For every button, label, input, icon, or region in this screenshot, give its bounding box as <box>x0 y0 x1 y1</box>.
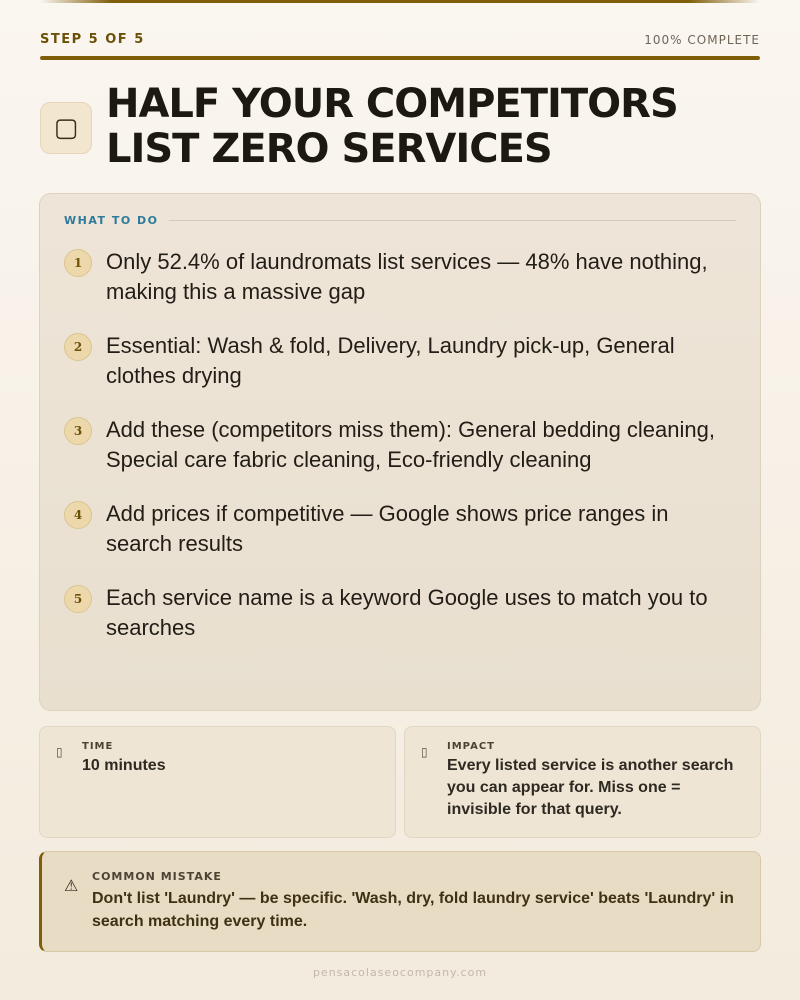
what-to-do-card <box>39 193 761 711</box>
step-text: Add these (competitors miss them): General bedding cleaning, Special care fabric cleaning, Eco-friendly cleaning <box>106 417 715 472</box>
steps-list <box>64 247 736 643</box>
step-label: STEP 5 OF 5 <box>40 32 145 47</box>
step-number-badge: 3 <box>64 417 92 445</box>
step-text: Only 52.4% of laundromats list services — 48% have nothing, making this a massive gap <box>106 249 708 304</box>
tag-icon: ▢ <box>40 102 92 154</box>
mistake-label: COMMON MISTAKE <box>92 870 222 883</box>
step-text: Add prices if competitive — Google shows price ranges in search results <box>106 501 669 556</box>
impact-card-body <box>447 741 744 821</box>
clock-icon: ▯ <box>56 745 63 759</box>
step-number-badge: 1 <box>64 249 92 277</box>
page-title: HALF YOUR COMPETITORS LIST ZERO SERVICES <box>106 81 678 172</box>
list-item <box>64 499 736 559</box>
progress-bar <box>40 56 760 60</box>
step-number-badge: 4 <box>64 501 92 529</box>
progress-bar-fill <box>40 56 760 60</box>
chart-icon: ▯ <box>421 745 428 759</box>
footer-domain: pensacolaseocompany.com <box>312 966 488 979</box>
step-text: Each service name is a keyword Google uses to match you to searches <box>106 585 708 640</box>
page-header <box>40 82 760 172</box>
step-text: Essential: Wash & fold, Delivery, Laundry pick-up, General clothes drying <box>106 333 675 388</box>
impact-card <box>404 726 761 838</box>
progress-header <box>40 32 760 47</box>
impact-label: IMPACT <box>447 741 495 752</box>
mistake-body <box>92 870 740 933</box>
time-value: 10 minutes <box>82 757 166 774</box>
top-accent-line <box>40 0 760 3</box>
common-mistake-callout <box>39 851 761 952</box>
list-item <box>64 583 736 643</box>
time-label: TIME <box>82 741 114 752</box>
section-divider <box>169 220 737 221</box>
list-item <box>64 247 736 307</box>
impact-value: Every listed service is another search you can appear for. Miss one = invisible for that query. <box>447 757 734 818</box>
section-header <box>64 214 736 227</box>
step-number-badge: 2 <box>64 333 92 361</box>
time-card <box>39 726 396 838</box>
list-item <box>64 331 736 391</box>
time-card-body <box>82 741 166 777</box>
step-number-badge: 5 <box>64 585 92 613</box>
list-item <box>64 415 736 475</box>
section-label: WHAT TO DO <box>64 214 159 227</box>
complete-label: 100% COMPLETE <box>644 32 760 47</box>
mistake-text: Don't list 'Laundry' — be specific. 'Wash, dry, fold laundry service' beats 'Laundry' in search matching every time. <box>92 890 734 930</box>
warning-icon: ⚠ <box>64 876 79 895</box>
